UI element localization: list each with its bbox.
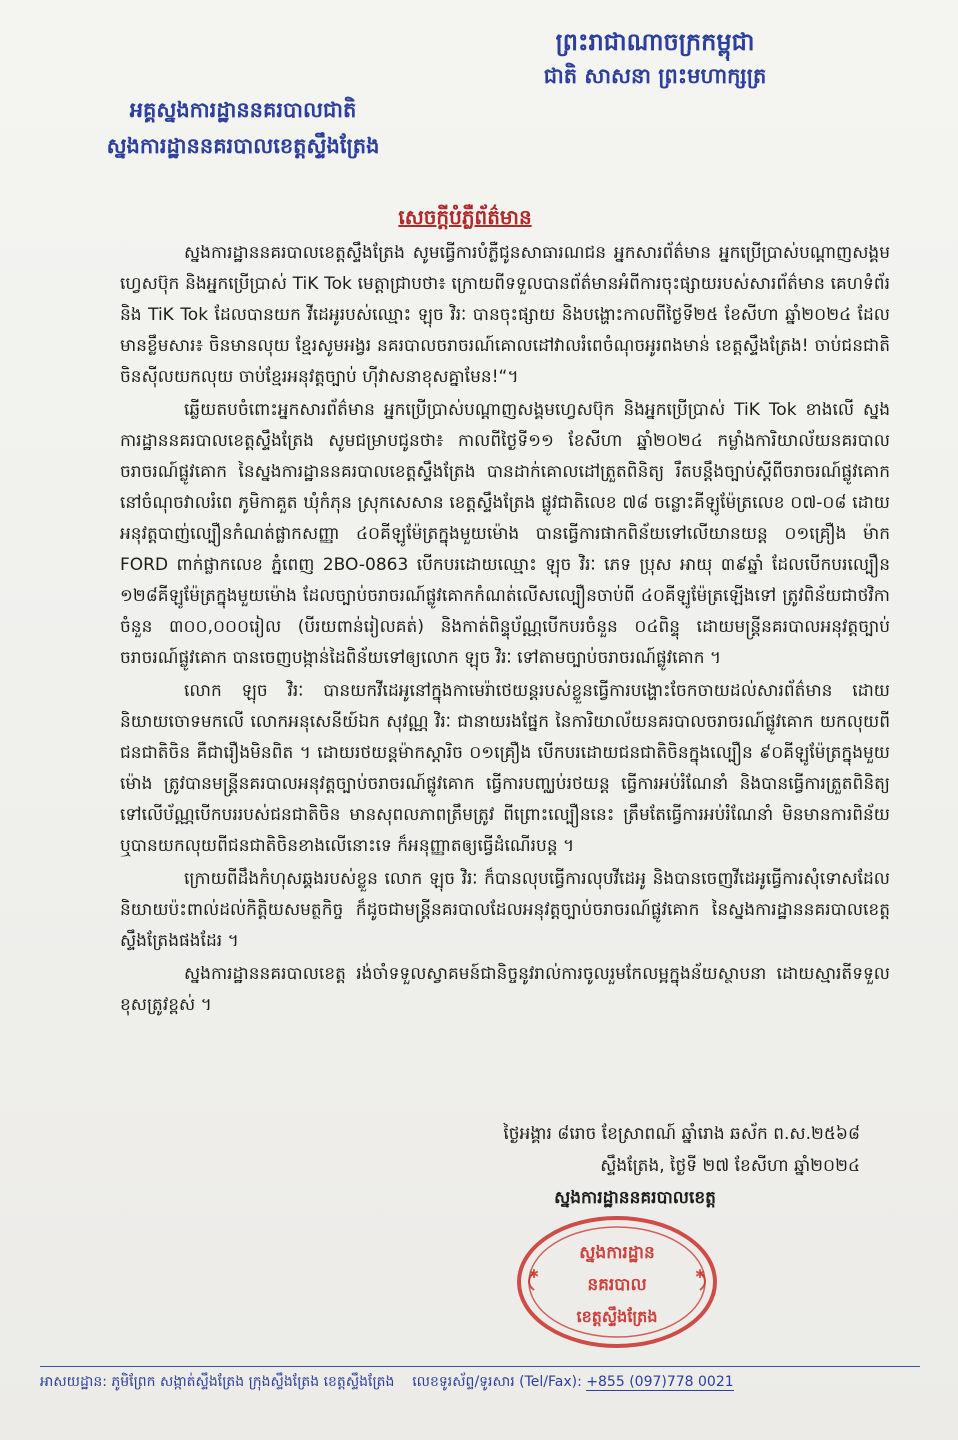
paragraph: ក្រោយពីដឹងកំហុសឆ្គងរបស់ខ្លួន លោក ឡុច វិរៈ ក៏បានលុបធ្វើការលុបវីដេអូ និងបានចេញវីដេអូធ្វើការសុំទោសដែលនិយាយប៉ះពាល់ដល់កិត្តិយសមត្ថកិច្ច ក៏ដូចជាមន្ត្រីនគរបាលដែលអនុវត្តច្បាប់ចរាចរណ៍ផ្លូវគោក នៃស្នងការដ្ឋាននគរបាលខេត្តស្ទឹងត្រែងផងដែរ ។ [120,869,890,951]
footer-divider [40,1366,920,1367]
seal-stamp-icon [512,1212,722,1352]
ministry-name: អគ្គស្នងការដ្ឋាននគរបាលជាតិ [129,98,357,122]
date-block [400,1118,860,1182]
document-title: សេចក្តីបំភ្លឺព័ត៌មាន [398,205,532,229]
issuing-office [28,92,458,164]
address-text: ភូមិព្រែក សង្កាត់ស្ទឹងត្រែង ក្រុងស្ទឹងត្រែង ខេត្តស្ទឹងត្រែង [111,1374,395,1390]
national-motto: ជាតិ សាសនា ព្រះមហាក្សត្រ [543,64,767,88]
seal-line1: ស្នងការដ្ឋាន [579,1243,655,1263]
phone-label-en: (Tel/Fax): [519,1374,582,1390]
solar-date: ស្ទឹងត្រែង, ថ្ងៃទី ២៧ ខែសីហា ឆ្នាំ២០២៤ [600,1156,860,1176]
kingdom-name: ព្រះរាជាណាចក្រកម្ពុជា [555,28,755,56]
address-label: អាសយដ្ឋាន: [40,1374,107,1390]
document-body [120,238,890,1023]
seal-line2: នគរបាល [587,1275,647,1295]
phone-label: លេខទូរស័ព្ទ/ទូរសារ [412,1374,515,1390]
svg-text:✱: ✱ [694,1267,706,1281]
paragraph: ស្នងការដ្ឋាននគរបាលខេត្ត រង់ចាំទទួលស្វាគមន៍ជានិច្ចនូវរាល់ការចូលរួមកែលម្អក្នុងន័យស្ថាបនា ដោយស្មារតីទទួលខុសត្រូវខ្ពស់ ។ [120,964,890,1015]
svg-text:✱: ✱ [528,1267,540,1281]
official-seal [512,1212,722,1352]
phone-number: +855 (097)778 0021 [586,1374,734,1390]
signatory-title: ស្នងការដ្ឋាននគរបាលខេត្ត [554,1188,716,1208]
office-name: ស្នងការដ្ឋាននគរបាលខេត្តស្ទឹងត្រែង [106,134,380,158]
seal-line3: ខេត្តស្ទឹងត្រែង [576,1307,658,1326]
paragraph: លោក ឡុច វិរៈ បានយកវីដេអូនៅក្នុងកាមេរ៉ាថេយន្តរបស់ខ្លួនធ្វើការបង្ហោះចែកចាយដល់សារព័ត៌មាន ដោយនិយាយចោទមកលើ លោកអនុសេនីយ៍ឯក សុវណ្ណ វិរៈ ជានាយរងផ្នែក នៃការិយាល័យនគរបាលចរាចរណ៍ផ្លូវគោក យកលុយពីជនជាតិចិន គឺជារឿងមិនពិត ។ ដោយរថយន្តម៉ាកស្តារិច ០១គ្រឿង បើកបរដោយជនជាតិចិនក្នុងល្បឿន ៩០គីឡូម៉ែត្រក្នុងមួយម៉ោង ត្រូវបានមន្ត្រីនគរបាលអនុវត្តច្បាប់ចរាចរណ៍ផ្លូវគោក ធ្វើការបញ្ឈប់រថយន្ត ធ្វើការអប់រំណែនាំ និងបានធ្វើការត្រួតពិនិត្យទៅលើប័ណ្ណបើកបររបស់ជនជាតិចិន មានសុពលភាពត្រឹមត្រូវ ពីព្រោះល្បឿននេះ ត្រឹមតែធ្វើការអប់រំណែនាំ មិនមានការពិន័យ ឬបានយកលុយពីជនជាតិចិនខាងលើនោះទេ ក៏អនុញ្ញាតឲ្យធ្វើដំណើរបន្ត ។ [120,681,890,856]
lunar-date: ថ្ងៃអង្គារ ៨រោច ខែស្រាពណ៍ ឆ្នាំរោង ឆស័ក ព.ស.២៥៦៨ [503,1124,860,1144]
paragraph: ឆ្លើយតបចំពោះអ្នកសារព័ត៌មាន អ្នកប្រើប្រាស់បណ្តាញសង្គមហ្វេសប៊ុក និងអ្នកប្រើប្រាស់ TiK Tok ខាងលើ ស្នងការដ្ឋាននគរបាលខេត្តស្ទឹងត្រែង សូមជម្រាបជូនថា៖ កាលពីថ្ងៃទី១១ ខែសីហា ឆ្នាំ២០២៤ កម្លាំងការិយាល័យនគរបាលចរាចរណ៍ផ្លូវគោក នៃស្នងការដ្ឋាននគរបាលខេត្តស្ទឹងត្រែង បានដាក់គោលដៅត្រួតពិនិត្យ រឹតបន្តឹងច្បាប់ស្តីពីចរាចរណ៍ផ្លូវគោក នៅចំណុចវាលរំពេ ភូមិកាគួត ឃុំកំភុន ស្រុកសេសាន ខេត្តស្ទឹងត្រែង ផ្លូវជាតិលេខ ៧៨ ចន្លោះគីឡូម៉ែត្រលេខ ០៧-០៨ ដោយអនុវត្តបាញ់ល្បឿនកំណត់ផ្លាកសញ្ញា ៤០គីឡូម៉ែត្រក្នុងមួយម៉ោង បានធ្វើការផាកពិន័យទៅលើយានយន្ត ០១គ្រឿង ម៉ាក FORD ពាក់ផ្លាកលេខ ភ្នំពេញ 2BO-0863 បើកបរដោយឈ្មោះ ឡុច វិរៈ ភេទ ប្រុស អាយុ ៣៩ឆ្នាំ ដែលបើកបរល្បឿន ១២៨គីឡូម៉ែត្រក្នុងមួយម៉ោង ដែលច្បាប់ចរាចរណ៍ផ្លូវគោកកំណត់លើសល្បឿនចាប់ពី ៤០គីឡូម៉ែត្រឡើងទៅ ត្រូវពិន័យជាថវិកាចំនួន ៣០០,០០០រៀល (បីរយពាន់រៀលគត់) និងកាត់ពិន្ទុប័ណ្ណបើកបរចំនួន ០៤ពិន្ទុ ដោយមន្ត្រីនគរបាលអនុវត្តច្បាប់ចរាចរណ៍ផ្លូវគោក បានចេញបង្កាន់ដៃពិន័យទៅឲ្យលោក ឡុច វិរៈ ទៅតាមច្បាប់ចរាចរណ៍ផ្លូវគោក ។ [120,400,890,668]
footer [40,1370,920,1394]
kingdom-header [470,24,840,92]
paragraph: ស្នងការដ្ឋាននគរបាលខេត្តស្ទឹងត្រែង សូមធ្វើការបំភ្លឺជូនសាធារណជន អ្នកសារព័ត៌មាន អ្នកប្រើប្រាស់បណ្តាញសង្គមហ្វេសប៊ុក និងអ្នកប្រើប្រាស់ TiK Tok មេត្តាជ្រាបថា៖ ក្រោយពីទទួលបានព័ត៌មានអំពីការចុះផ្សាយរបស់សារព័ត៌មាន គេហទំព័រ និង TiK Tok ដែលបានយក វីដេអូរបស់ឈ្មោះ ឡុច វិរៈ បានចុះផ្សាយ និងបង្ហោះកាលពីថ្ងៃទី២៥ ខែសីហា ឆ្នាំ២០២៤ ដែលមានខ្លឹមសារ៖ ចិនមានលុយ ខ្មែរសូមអង្វរ នគរបាលចរាចរណ៍គោលដៅវាលរំពេចំណុចអូរពងមាន់ ខេត្តស្ទឹងត្រែង! ចាប់ជនជាតិចិនស៊ីលយកលុយ ចាប់ខ្មែរអនុវត្តច្បាប់ ហ៊ីវាសនាខុសគ្នាមែន!“។ [120,243,890,387]
